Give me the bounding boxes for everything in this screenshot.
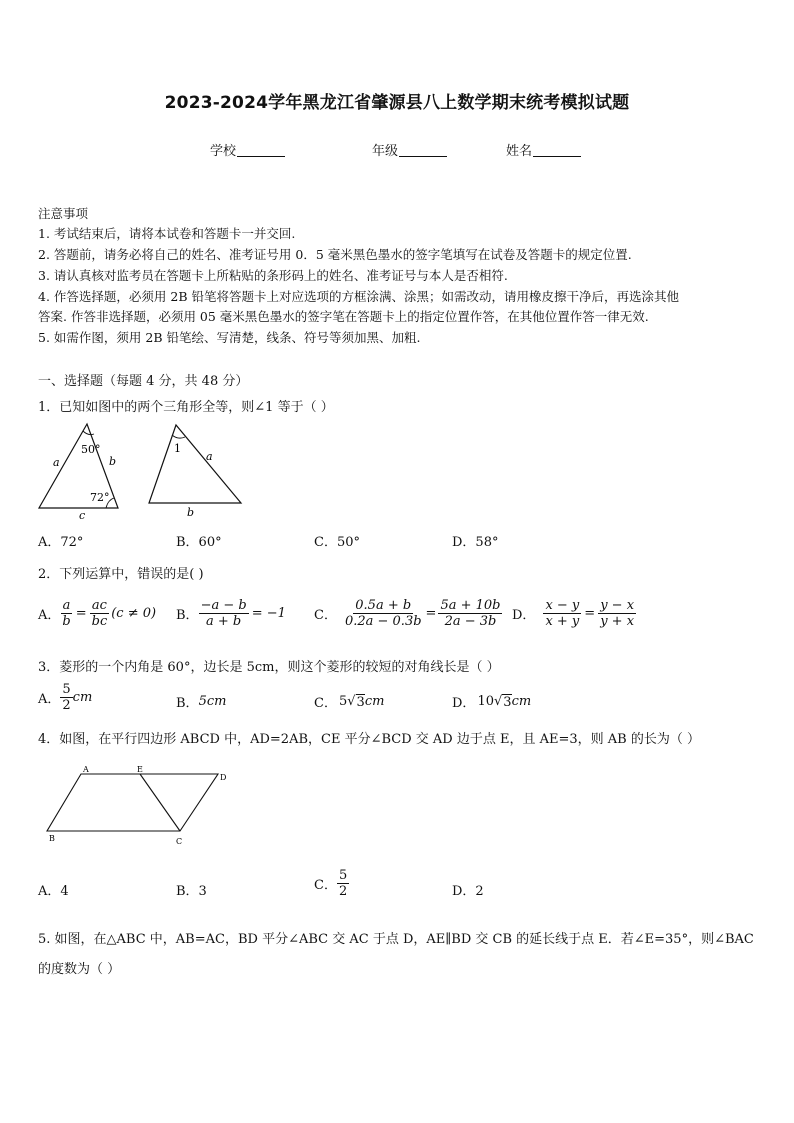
school-label: 学校 [210,144,237,159]
angle-arc-1 [172,435,185,438]
notice-item: 5. 如需作图，须用 2B 铅笔绘、写清楚，线条、符号等须加黑、加粗. [38,330,421,345]
label-side-c: c [79,509,86,522]
option-c[interactable]: C．50° [314,535,360,550]
option-b[interactable]: B．3 [176,884,207,899]
angle-arc-50 [83,431,94,435]
option-a[interactable]: A．72° [38,535,84,550]
label-50-degree: 50° [81,443,101,456]
notice-item: 4. 作答选择题，必须用 2B 铅笔将答题卡上对应选项的方框涂满、涂黑；如需改动，请用橡皮擦干净后，再选涂其他 [38,289,679,304]
fraction: $\frac{0.5a + b}{0.2a - 0.3b}$ [344,598,422,629]
option-label: D． [512,608,536,623]
fraction: $\frac{y - x}{y + x}$ [600,598,635,629]
option-label: B． [176,608,199,623]
parallelogram-figure [40,762,240,852]
fraction: $\frac{a}{b}$ [62,598,71,629]
fraction: $\frac{ac}{bc}$ [91,598,108,629]
label-point-d: D [220,773,227,782]
option-label: A． [38,608,61,623]
question-5-stem: 5. 如图，在△ABC 中，AB=AC，BD 平分∠ABC 交 AC 于点 D，AE∥BD 交 CB 的延长线于点 E．若∠E=35°，则∠BAC [38,932,754,947]
label-side-b: b [187,506,195,519]
grade-blank[interactable] [399,143,447,157]
grade-field[interactable] [372,140,447,159]
question-4-stem: 4．如图，在平行四边形 ABCD 中，AD=2AB，CE 平分∠BCD 交 AD 边于点 E，且 AE=3，则 AB 的长为（ ） [38,732,700,747]
option-c[interactable] [314,868,349,899]
question-5-stem-cont: 的度数为（ ） [38,962,121,977]
label-side-b: b [109,455,117,468]
option-d[interactable]: D．58° [452,535,499,550]
fraction: $\frac{5}{2}$ [338,868,348,899]
section-heading: 一、选择题（每题 4 分，共 48 分） [38,374,249,389]
option-d[interactable]: D．2 [452,884,484,899]
fraction: $\frac{5a + 10b}{2a - 3b}$ [440,598,501,629]
label-point-e: E [137,765,143,774]
notice-item: 1. 考试结束后，请将本试卷和答题卡一并交回. [38,226,296,241]
option-b[interactable]: B． 5cm [176,694,227,711]
grade-label: 年级 [372,144,399,159]
label-point-a: A [83,765,89,774]
question-3-stem: 3．菱形的一个内角是 60°，边长是 5cm，则这个菱形的较短的对角线长是（ ） [38,660,500,675]
option-label: C． [314,696,337,711]
fraction: $\frac{x - y}{x + y}$ [545,598,580,629]
notice-item: 答案. 作答非选择题，必须用 05 毫米黑色墨水的签字笔在答题卡上的指定位置作答，在其他位置作答一律无效. [38,309,649,324]
notice-heading: 注意事项 [38,206,89,221]
name-label: 姓名 [506,144,533,159]
option-d[interactable]: D． $\frac{x - y}{x + y}$ = $\frac{y - x}{y + x}$ [512,598,635,629]
label-side-a: a [206,450,213,463]
option-label: B． [176,696,199,711]
fraction: $\frac{-a - b}{a + b}$ [200,598,247,629]
label-point-c: C [176,837,183,846]
fraction: $\frac{5}{2}$ [62,682,71,713]
option-a[interactable]: A． $\frac{a}{b}$ = $\frac{ac}{bc}$ (c ≠ 0) [38,598,157,629]
segment-ce [140,774,180,831]
option-label: D． [452,696,476,711]
parallelogram-abcd [47,774,218,831]
option-label: A． [38,692,61,707]
option-c[interactable]: C． 5 √ 3 cm [314,694,385,711]
name-blank[interactable] [533,143,581,157]
option-c[interactable]: C． $\frac{0.5a + b}{0.2a - 0.3b}$ = $\frac{5a + 10b}{2a - 3b}$ [314,598,501,629]
option-d[interactable]: D． 10 √ 3 cm [452,694,532,711]
option-a[interactable]: A． $\frac{5}{2}$ cm [38,682,93,713]
school-field[interactable] [210,140,285,159]
label-side-a: a [53,456,60,469]
question-2-stem: 2．下列运算中，错误的是( ) [38,567,204,582]
school-blank[interactable] [237,143,285,157]
label-72-degree: 72° [90,491,110,504]
notice-item: 2. 答题前，请务必将自己的姓名、准考证号用 0．5 毫米黑色墨水的签字笔填写在试卷及答题卡的规定位置. [38,247,632,262]
option-b[interactable]: B．60° [176,535,222,550]
name-field[interactable] [506,140,581,159]
triangle-2 [149,425,241,503]
triangles-figure [36,418,256,524]
page-title: 2023-2024学年黑龙江省肇源县八上数学期末统考模拟试题 [164,93,630,113]
option-label: C． [314,608,337,623]
label-angle-1: 1 [174,442,181,455]
notice-item: 3. 请认真核对监考员在答题卡上所粘贴的条形码上的姓名、准考证号与本人是否相符. [38,268,508,283]
option-label: C． [314,878,337,893]
option-b[interactable]: B． $\frac{-a - b}{a + b}$ = −1 [176,598,286,629]
question-1-stem: 1．已知如图中的两个三角形全等，则∠1 等于（ ） [38,400,334,415]
label-point-b: B [49,834,55,843]
option-a[interactable]: A．4 [38,884,69,899]
